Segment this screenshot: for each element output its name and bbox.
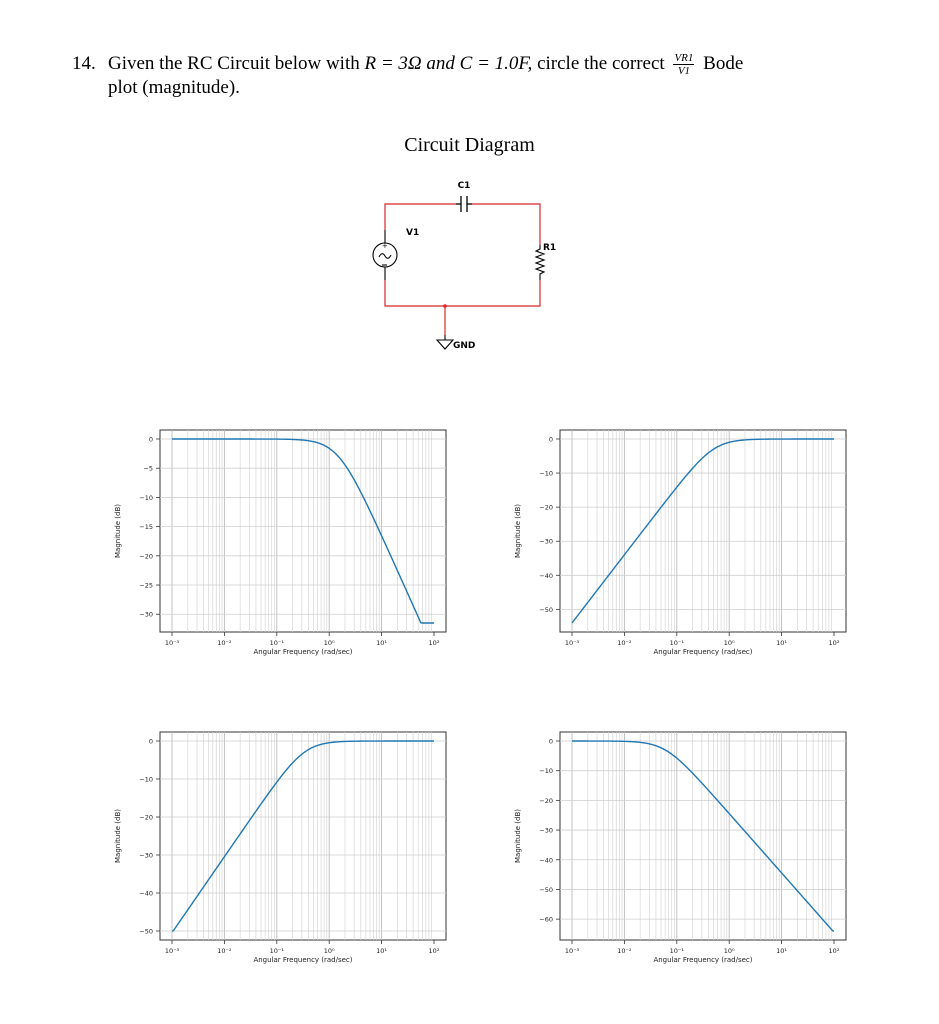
y-tick-label: −30: [139, 851, 153, 860]
y-tick-label: −30: [139, 610, 153, 619]
x-tick-label: 10⁻²: [217, 947, 232, 955]
circuit-diagram: [360, 170, 560, 360]
x-axis-label: Angular Frequency (rad/sec): [653, 956, 753, 964]
y-tick-label: −25: [139, 581, 153, 590]
y-tick-label: −30: [539, 826, 553, 835]
y-tick-label: −60: [539, 915, 553, 924]
x-tick-label: 10⁻³: [564, 947, 580, 955]
x-tick-label: 10⁻²: [617, 947, 632, 955]
plot-frame: [560, 430, 846, 632]
x-tick-label: 10²: [828, 639, 840, 647]
x-tick-label: 10⁻¹: [669, 947, 684, 955]
x-tick-label: 10⁻¹: [669, 639, 684, 647]
x-tick-label: 10¹: [776, 947, 788, 955]
fraction-denominator: V1: [677, 65, 691, 78]
x-tick-label: 10²: [828, 947, 840, 955]
y-tick-label: −20: [539, 503, 553, 512]
x-tick-label: 10⁻³: [164, 639, 180, 647]
y-tick-label: −10: [139, 775, 153, 784]
fraction-numerator: VR1: [674, 52, 694, 65]
ground-junction: [443, 304, 447, 308]
y-axis-label: Magnitude (dB): [114, 808, 122, 864]
wire-top: [385, 204, 540, 245]
bode-plot-bottom-left[interactable]: [108, 722, 452, 980]
x-tick-label: 10²: [428, 639, 440, 647]
y-tick-label: −50: [139, 927, 153, 936]
y-tick-label: −40: [539, 571, 553, 580]
x-tick-label: 10⁻²: [617, 639, 632, 647]
question-number: 14.: [72, 53, 96, 74]
x-tick-label: 10⁰: [323, 947, 335, 955]
y-axis-label: Magnitude (dB): [514, 503, 522, 559]
y-tick-label: −40: [139, 889, 153, 898]
c1-label: C1: [457, 181, 471, 191]
x-tick-label: 10⁻²: [217, 639, 232, 647]
x-axis-label: Angular Frequency (rad/sec): [253, 956, 353, 964]
y-tick-label: −10: [539, 767, 553, 776]
y-tick-label: −30: [539, 537, 553, 546]
x-axis-label: Angular Frequency (rad/sec): [653, 648, 753, 656]
circuit-title: Circuit Diagram: [404, 134, 535, 156]
y-tick-label: −40: [539, 856, 553, 865]
r1-label: R1: [543, 243, 557, 253]
x-tick-label: 10⁰: [323, 639, 335, 647]
plot-frame: [160, 732, 446, 940]
y-tick-label: −15: [139, 523, 153, 532]
x-tick-label: 10⁰: [723, 639, 735, 647]
gnd-label: GND: [453, 341, 476, 351]
bode-plot-bottom-right[interactable]: [508, 722, 852, 980]
y-axis-label: Magnitude (dB): [114, 503, 122, 559]
question-line-1: [108, 52, 743, 77]
x-tick-label: 10¹: [376, 947, 388, 955]
y-tick-label: −50: [539, 605, 553, 614]
question-line-2: plot (magnitude).: [108, 77, 240, 98]
x-tick-label: 10⁻³: [564, 639, 580, 647]
x-tick-label: 10⁻³: [164, 947, 180, 955]
y-tick-label: −10: [539, 469, 553, 478]
x-tick-label: 10²: [428, 947, 440, 955]
y-tick-label: −20: [539, 796, 553, 805]
y-tick-label: −20: [139, 552, 153, 561]
question-equation: R = 3Ω and C = 1.0F,: [364, 53, 533, 74]
x-tick-label: 10⁰: [723, 947, 735, 955]
x-tick-label: 10⁻¹: [269, 639, 284, 647]
bode-plot-top-left[interactable]: [108, 420, 452, 672]
y-axis-label: Magnitude (dB): [514, 808, 522, 864]
y-tick-label: 0: [148, 737, 153, 746]
plot-frame: [560, 732, 846, 940]
y-tick-label: 0: [548, 435, 553, 444]
wire-bottom: [385, 280, 540, 306]
svg-text:+: +: [382, 242, 388, 250]
x-tick-label: 10¹: [776, 639, 788, 647]
question-text-b: circle the correct: [537, 53, 665, 74]
y-tick-label: 0: [548, 737, 553, 746]
capacitor-c1: [456, 196, 472, 212]
bode-plot-top-right[interactable]: [508, 420, 852, 672]
plot-frame: [160, 430, 446, 632]
question-text-c: Bode: [703, 53, 744, 74]
circuit-wires: [385, 204, 540, 335]
v1-label: V1: [406, 228, 420, 238]
y-tick-label: −10: [139, 493, 153, 502]
transfer-fraction: [673, 52, 694, 77]
x-axis-label: Angular Frequency (rad/sec): [253, 648, 353, 656]
x-tick-label: 10¹: [376, 639, 388, 647]
voltage-source-v1: [373, 230, 397, 280]
x-tick-label: 10⁻¹: [269, 947, 284, 955]
ground-symbol: [437, 335, 453, 349]
y-tick-label: 0: [148, 435, 153, 444]
y-tick-label: −20: [139, 813, 153, 822]
y-tick-label: −50: [539, 885, 553, 894]
question-text-a: Given the RC Circuit below with: [108, 53, 360, 74]
y-tick-label: −5: [143, 464, 153, 473]
